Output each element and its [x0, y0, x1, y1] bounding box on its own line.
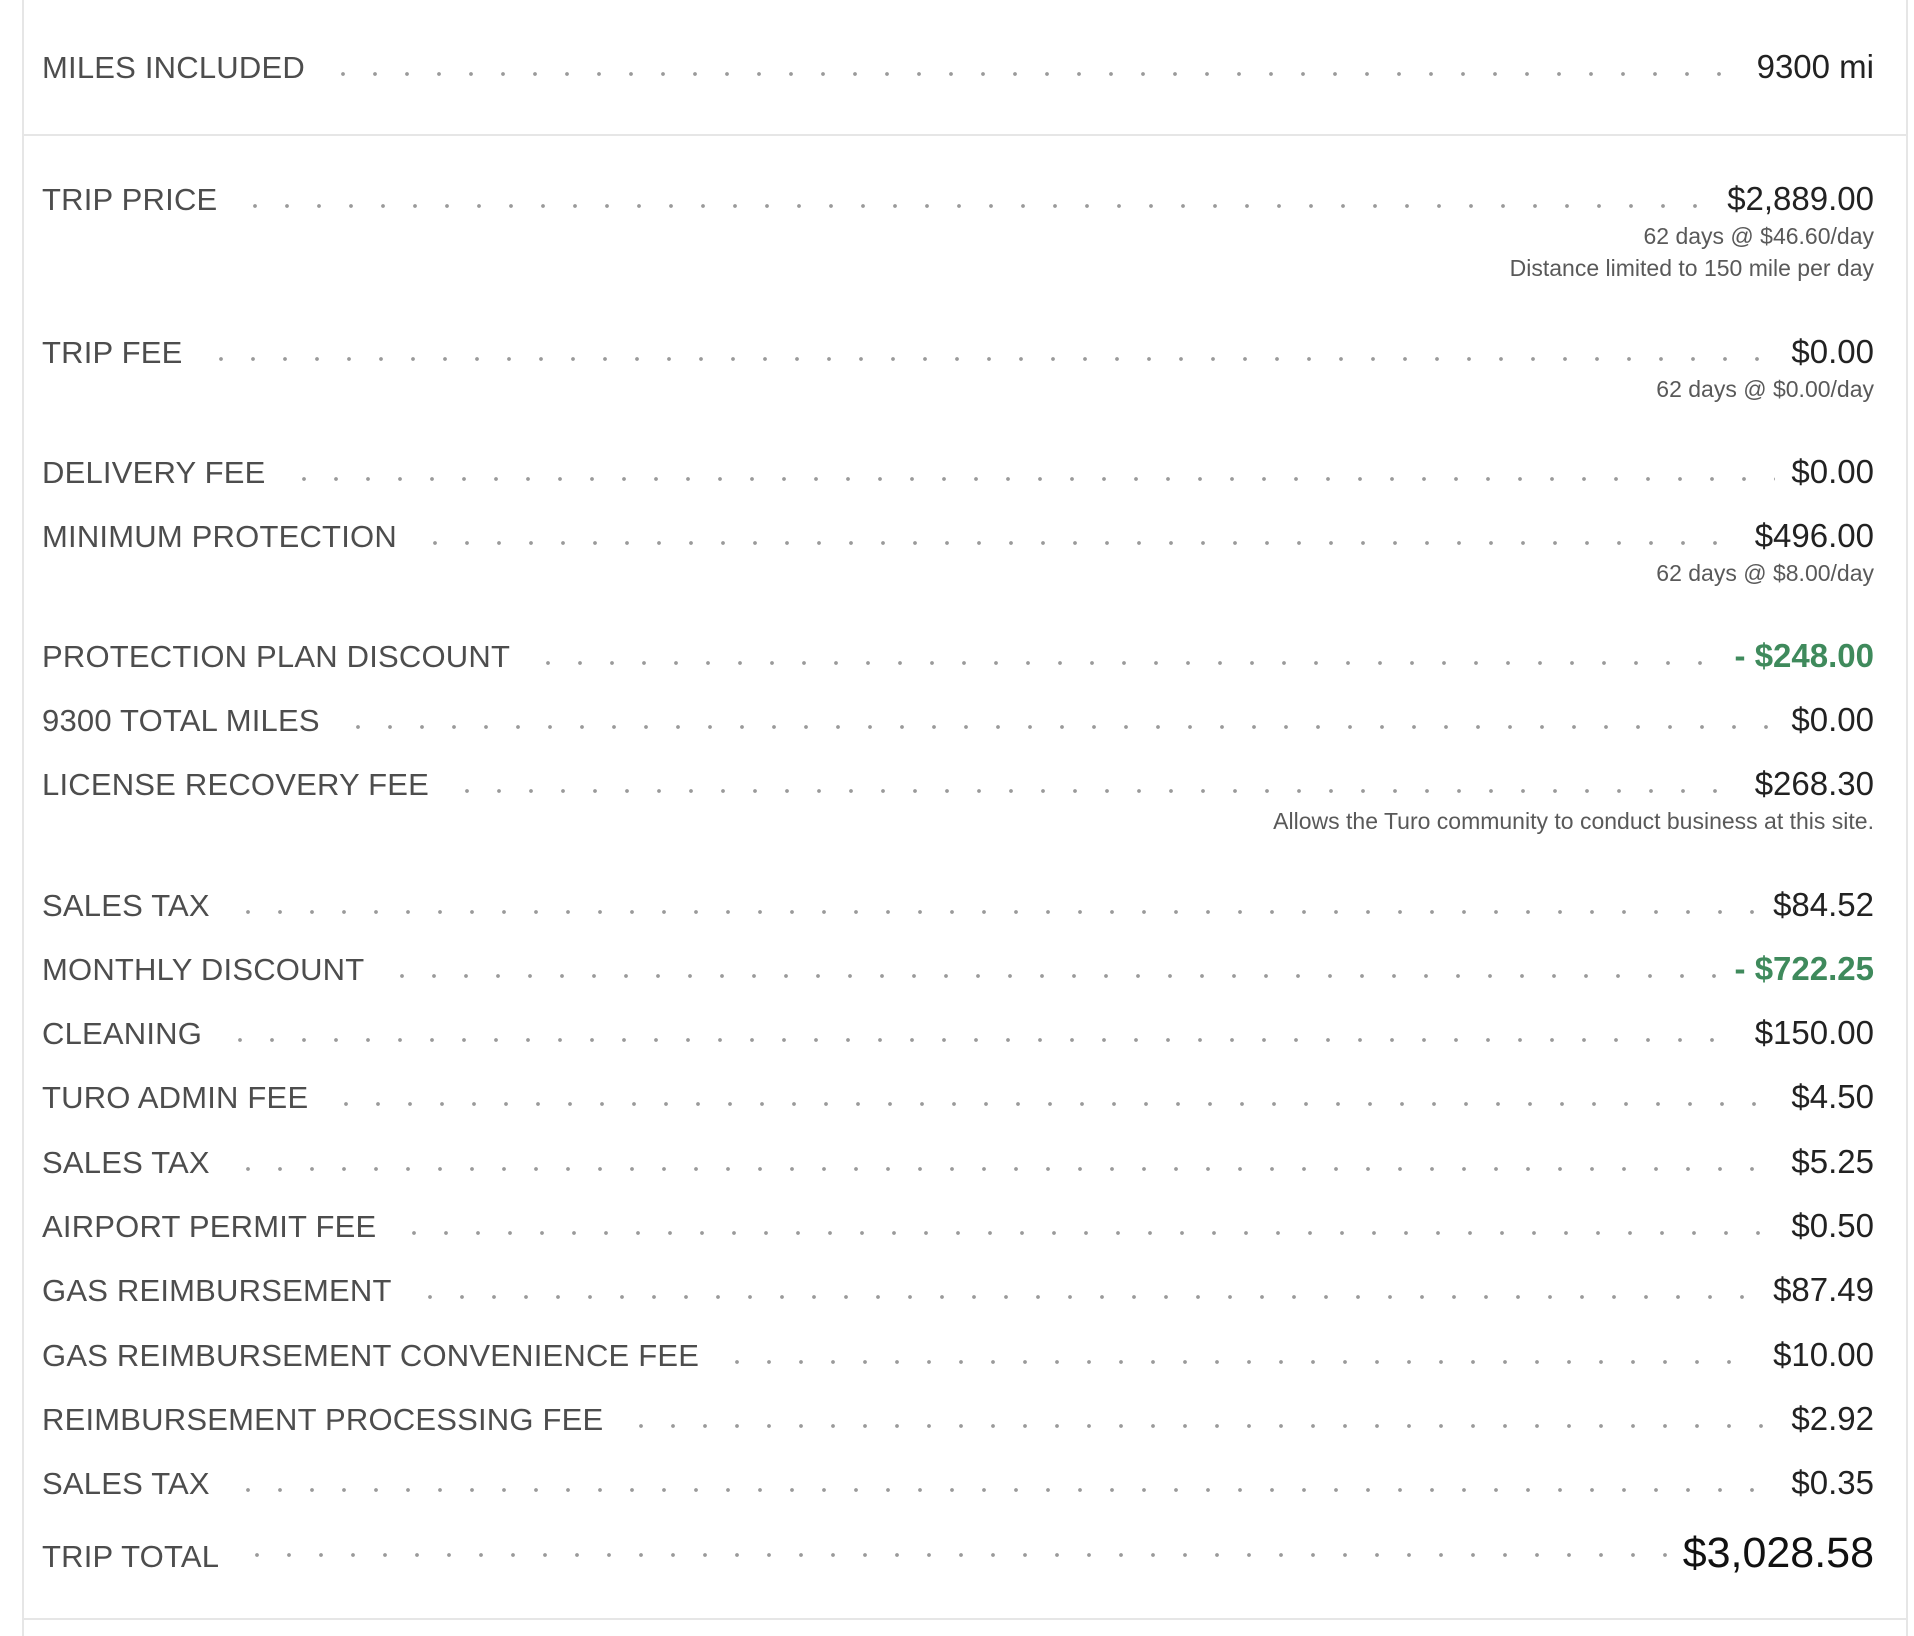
- line-item-label: SALES TAX: [42, 1145, 210, 1180]
- line-item-label: CLEANING: [42, 1016, 203, 1051]
- line-item-value: $0.35: [1791, 1464, 1874, 1501]
- line-item-value: $0.00: [1791, 453, 1874, 490]
- line-item-label: 9300 TOTAL MILES: [42, 703, 320, 738]
- line-item-value: $10.00: [1773, 1336, 1874, 1373]
- line-item-reimbursement-processing-fee: [42, 1400, 1874, 1440]
- trip-total-label: TRIP TOTAL: [42, 1539, 220, 1574]
- dot-leader: [451, 787, 1739, 795]
- discount-value: - $722.25: [1734, 950, 1874, 987]
- line-item-label: DELIVERY FEE: [42, 455, 266, 490]
- dot-leader: [330, 1100, 1775, 1108]
- line-item-monthly-discount: [42, 950, 1874, 990]
- dot-leader: [232, 1165, 1776, 1173]
- line-item-value: $0.00: [1791, 701, 1874, 738]
- line-item-gas-reimbursement: [42, 1271, 1874, 1311]
- line-item-sales-tax: [42, 1464, 1874, 1504]
- line-item-trip-price: [42, 180, 1874, 284]
- line-item-label: TRIP FEE: [42, 335, 183, 370]
- divider: [24, 1618, 1906, 1620]
- dot-leader: [224, 1036, 1739, 1044]
- line-item-license-recovery-fee: [42, 765, 1874, 837]
- line-item-trip-fee: [42, 333, 1874, 405]
- line-item-label: AIRPORT PERMIT FEE: [42, 1209, 377, 1244]
- line-item-label: PROTECTION PLAN DISCOUNT: [42, 639, 511, 674]
- line-item-turo-admin-fee: [42, 1078, 1874, 1118]
- line-item-value: $0.50: [1791, 1207, 1874, 1244]
- line-item-minimum-protection: [42, 517, 1874, 589]
- line-item-delivery-fee: [42, 453, 1874, 493]
- line-item-value: $4.50: [1791, 1078, 1874, 1115]
- line-item-value: $2,889.00: [1727, 180, 1874, 217]
- dot-leader: [398, 1229, 1775, 1237]
- trip-total-row: [42, 1529, 1874, 1577]
- line-item-label: TURO ADMIN FEE: [42, 1080, 309, 1115]
- dot-leader: [239, 202, 1711, 210]
- dot-leader: [414, 1293, 1757, 1301]
- dot-leader: [232, 908, 1757, 916]
- line-item-value: $0.00: [1791, 333, 1874, 370]
- line-item-label: GAS REIMBURSEMENT CONVENIENCE FEE: [42, 1338, 700, 1373]
- line-item-sales-tax: [42, 886, 1874, 926]
- line-item-value: $150.00: [1754, 1014, 1874, 1051]
- line-item-protection-plan-discount: [42, 637, 1874, 677]
- discount-value: - $248.00: [1734, 637, 1874, 674]
- line-item-value: $84.52: [1773, 886, 1874, 923]
- line-item-label: REIMBURSEMENT PROCESSING FEE: [42, 1402, 604, 1437]
- dot-leader: [721, 1358, 1757, 1366]
- trip-total-value: $3,028.58: [1682, 1529, 1874, 1577]
- line-item-label: LICENSE RECOVERY FEE: [42, 767, 430, 802]
- line-item-total-miles: [42, 701, 1874, 741]
- line-item-detail: 62 days @ $0.00/day: [1656, 376, 1874, 402]
- dot-leader: [232, 1486, 1776, 1494]
- line-item-airport-permit-fee: [42, 1207, 1874, 1247]
- dot-leader: [342, 723, 1776, 731]
- line-item-label: GAS REIMBURSEMENT: [42, 1273, 392, 1308]
- dot-leader: [288, 475, 1776, 483]
- line-item-label: MINIMUM PROTECTION: [42, 519, 397, 554]
- line-item-label: MONTHLY DISCOUNT: [42, 952, 365, 987]
- dot-leader: [625, 1422, 1775, 1430]
- line-item-sales-tax: [42, 1143, 1874, 1183]
- line-item-detail: 62 days @ $46.60/day: [1643, 223, 1874, 249]
- dot-leader: [419, 539, 1739, 547]
- line-item-label: TRIP PRICE: [42, 182, 218, 217]
- dot-leader: [327, 70, 1741, 78]
- line-item-label: SALES TAX: [42, 888, 210, 923]
- line-item-value: $87.49: [1773, 1271, 1874, 1308]
- dot-leader: [241, 1551, 1667, 1559]
- miles-included-row: [42, 48, 1874, 88]
- line-item-value: $5.25: [1791, 1143, 1874, 1180]
- line-item-value: $496.00: [1754, 517, 1874, 554]
- line-item-label: SALES TAX: [42, 1466, 210, 1501]
- miles-included-value: 9300 mi: [1756, 48, 1874, 85]
- dot-leader: [205, 355, 1776, 363]
- line-item-detail: Allows the Turo community to conduct business at this site.: [1273, 808, 1874, 834]
- miles-included-label: MILES INCLUDED: [42, 50, 305, 85]
- line-item-detail: 62 days @ $8.00/day: [1656, 560, 1874, 586]
- line-item-value: $2.92: [1791, 1400, 1874, 1437]
- dot-leader: [386, 972, 1718, 980]
- line-item-gas-convenience-fee: [42, 1336, 1874, 1376]
- line-item-detail: Distance limited to 150 mile per day: [1509, 255, 1874, 281]
- dot-leader: [532, 659, 1718, 667]
- line-item-cleaning: [42, 1014, 1874, 1054]
- line-item-value: $268.30: [1754, 765, 1874, 802]
